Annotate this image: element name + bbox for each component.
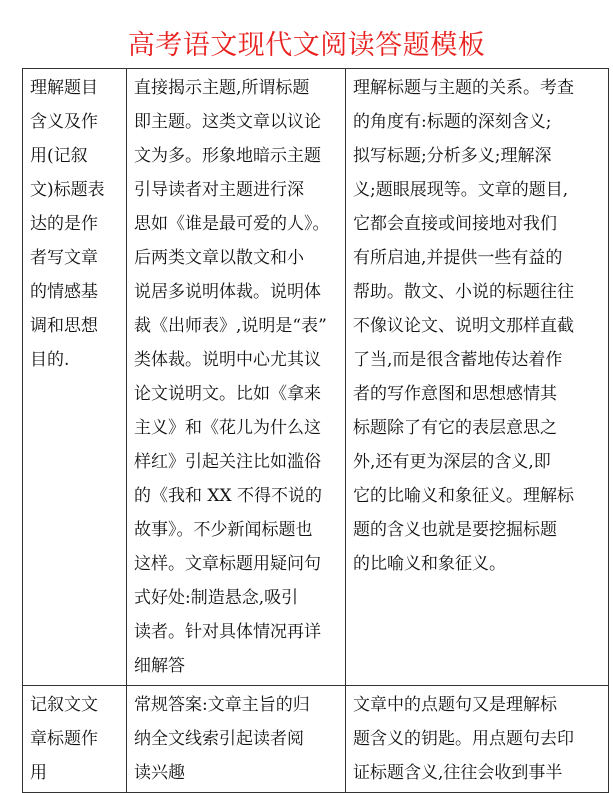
text-line: 义;题眼展现等。文章的题目, — [353, 180, 569, 200]
text-line: 细解答 — [134, 656, 185, 676]
text-line: 记叙文文 — [30, 695, 98, 715]
document-title: 高考语文现代文阅读答题模板 — [127, 30, 486, 61]
text-line: 达的是作 — [30, 214, 98, 234]
text-line: 读兴趣 — [134, 763, 185, 783]
text-line: 裁《出师表》,说明是“表” — [134, 316, 327, 336]
text-line: 用(记叙 — [30, 146, 88, 166]
text-line: 它都会直接或间接地对我们 — [353, 214, 557, 234]
text-line: 常规答案:文章主旨的归 — [134, 695, 310, 715]
text-line: 故事》。不少新闻标题也 — [134, 520, 313, 540]
row2-topic-cell — [23, 686, 127, 793]
table-row — [23, 686, 609, 793]
text-line: 的角度有:标题的深刻含义; — [353, 112, 552, 132]
text-line: 它的比喻义和象征义。理解标 — [353, 486, 574, 506]
table-row — [23, 69, 609, 686]
text-line: 者的写作意图和思想感情其 — [353, 384, 557, 404]
text-line: 题的含义也就是要挖掘标题 — [353, 520, 557, 540]
text-line: 的比喻义和象征义。 — [353, 554, 506, 574]
text-line: 的情感基 — [30, 282, 98, 302]
text-line: 用 — [30, 763, 47, 783]
row1-answer-cell — [127, 69, 346, 686]
text-line: 拟写标题;分析多义;理解深 — [353, 146, 552, 166]
text-line: 理解题目 — [30, 78, 98, 98]
text-line: 式好处:制造悬念,吸引 — [134, 588, 299, 608]
text-line: 即主题。这类文章以议论 — [134, 112, 321, 132]
row2-explanation-cell — [346, 686, 609, 793]
text-line: 外,还有更为深层的含义,即 — [353, 452, 551, 472]
text-line: 不像议论文、说明文那样直截 — [353, 316, 574, 336]
text-line: 理解标题与主题的关系。考查 — [353, 78, 574, 98]
text-line: 主义》和《花儿为什么这 — [134, 418, 321, 438]
text-line: 样红》引起关注比如滥俗 — [134, 452, 321, 472]
text-line: 目的. — [30, 350, 70, 370]
text-line: 这样。文章标题用疑问句 — [134, 554, 321, 574]
text-line: 者写文章 — [30, 248, 98, 268]
row1-explanation-cell — [346, 69, 609, 686]
text-line: 了当,而是很含蓄地传达着作 — [353, 350, 563, 370]
text-line: 思如《谁是最可爱的人》。 — [134, 214, 330, 234]
text-line: 的《我和 XX 不得不说的 — [134, 486, 323, 506]
text-line: 帮助。散文、小说的标题往往 — [353, 282, 574, 302]
text-line: 题含义的钥匙。用点题句去印 — [353, 729, 574, 749]
text-line: 读者。针对具体情况再详 — [134, 622, 321, 642]
row1-topic-cell — [23, 69, 127, 686]
text-line: 后两类文章以散文和小 — [134, 248, 304, 268]
text-line: 文为多。形象地暗示主题 — [134, 146, 321, 166]
text-line: 直接揭示主题,所谓标题 — [134, 78, 310, 98]
text-line: 类体裁。说明中心尤其议 — [134, 350, 321, 370]
text-line: 证标题含义,往往会收到事半 — [353, 763, 563, 783]
text-line: 引导读者对主题进行深 — [134, 180, 304, 200]
text-line: 文章中的点题句又是理解标 — [353, 695, 557, 715]
text-line: 纳全文线索引起读者阅 — [134, 729, 304, 749]
text-line: 有所启迪,并提供一些有益的 — [353, 248, 563, 268]
text-line: 调和思想 — [30, 316, 98, 336]
text-line: 文)标题表 — [30, 180, 105, 200]
text-line: 含义及作 — [30, 112, 98, 132]
answer-template-table — [22, 68, 609, 793]
text-line: 标题除了有它的表层意思之 — [353, 418, 557, 438]
row2-answer-cell — [127, 686, 346, 793]
text-line: 说居多说明体裁。说明体 — [134, 282, 321, 302]
text-line: 论文说明文。比如《拿来 — [134, 384, 321, 404]
text-line: 章标题作 — [30, 729, 98, 749]
